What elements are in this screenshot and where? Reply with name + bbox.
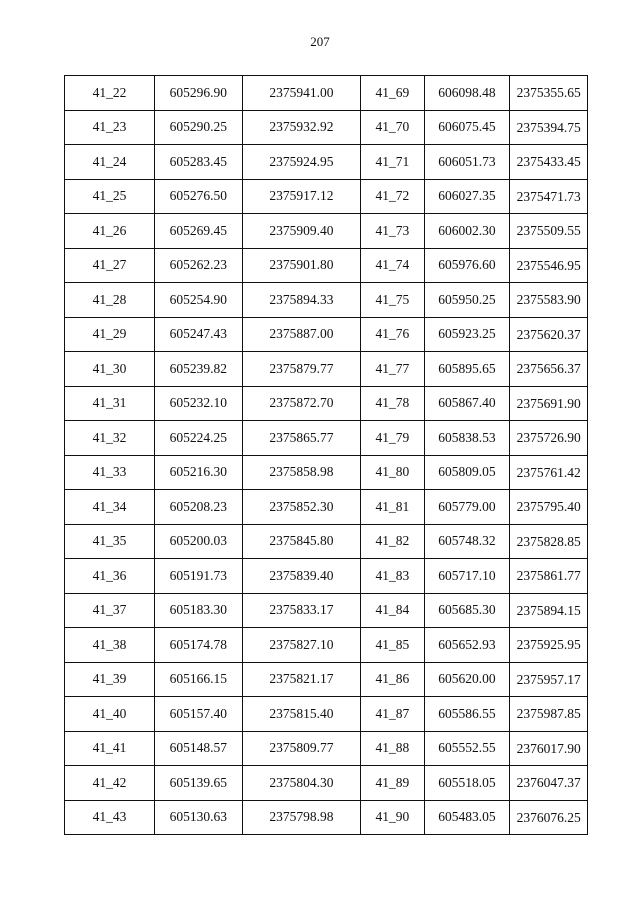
- table-cell-point-id: 41_26: [65, 214, 155, 249]
- table-row: [65, 628, 588, 663]
- table-cell-point-id: 41_43: [65, 800, 155, 835]
- table-cell-point-id: 41_24: [65, 145, 155, 180]
- table-cell-point-id: 41_39: [65, 662, 155, 697]
- table-cell-y-coordinate: 2376076.25: [510, 800, 588, 835]
- table-cell-x-coordinate: 605208.23: [154, 490, 242, 525]
- table-cell-point-id: 41_23: [65, 110, 155, 145]
- table-cell-y-coordinate: 2375691.90: [510, 386, 588, 421]
- table-row: [65, 697, 588, 732]
- table-cell-y-coordinate: 2375865.77: [242, 421, 360, 456]
- table-cell-x-coordinate: 605139.65: [154, 766, 242, 801]
- table-cell-point-id: 41_72: [361, 179, 424, 214]
- table-cell-y-coordinate: 2375821.17: [242, 662, 360, 697]
- table-cell-x-coordinate: 605518.05: [424, 766, 510, 801]
- table-cell-x-coordinate: 605174.78: [154, 628, 242, 663]
- table-cell-y-coordinate: 2375909.40: [242, 214, 360, 249]
- table-cell-y-coordinate: 2375932.92: [242, 110, 360, 145]
- table-row: [65, 766, 588, 801]
- table-cell-x-coordinate: 605867.40: [424, 386, 510, 421]
- table-cell-x-coordinate: 605779.00: [424, 490, 510, 525]
- table-cell-y-coordinate: 2375394.75: [510, 110, 588, 145]
- table-cell-point-id: 41_33: [65, 455, 155, 490]
- table-cell-x-coordinate: 605950.25: [424, 283, 510, 318]
- table-row: [65, 455, 588, 490]
- table-row: [65, 179, 588, 214]
- table-cell-point-id: 41_85: [361, 628, 424, 663]
- table-cell-point-id: 41_78: [361, 386, 424, 421]
- table-cell-point-id: 41_22: [65, 76, 155, 111]
- table-cell-x-coordinate: 605586.55: [424, 697, 510, 732]
- table-cell-x-coordinate: 605224.25: [154, 421, 242, 456]
- table-cell-y-coordinate: 2375924.95: [242, 145, 360, 180]
- table-cell-x-coordinate: 605620.00: [424, 662, 510, 697]
- table-cell-x-coordinate: 605652.93: [424, 628, 510, 663]
- table-cell-point-id: 41_88: [361, 731, 424, 766]
- table-cell-x-coordinate: 605247.43: [154, 317, 242, 352]
- table-cell-x-coordinate: 606075.45: [424, 110, 510, 145]
- table-cell-x-coordinate: 605191.73: [154, 559, 242, 594]
- table-cell-point-id: 41_36: [65, 559, 155, 594]
- table-row: [65, 386, 588, 421]
- table-cell-x-coordinate: 605130.63: [154, 800, 242, 835]
- table-cell-x-coordinate: 605232.10: [154, 386, 242, 421]
- table-cell-point-id: 41_89: [361, 766, 424, 801]
- table-cell-x-coordinate: 605269.45: [154, 214, 242, 249]
- table-cell-y-coordinate: 2375833.17: [242, 593, 360, 628]
- table-cell-x-coordinate: 605166.15: [154, 662, 242, 697]
- table-cell-y-coordinate: 2375546.95: [510, 248, 588, 283]
- table-cell-x-coordinate: 605483.05: [424, 800, 510, 835]
- table-row: [65, 662, 588, 697]
- table-cell-y-coordinate: 2375879.77: [242, 352, 360, 387]
- table-cell-point-id: 41_35: [65, 524, 155, 559]
- table-cell-point-id: 41_80: [361, 455, 424, 490]
- table-cell-y-coordinate: 2375809.77: [242, 731, 360, 766]
- coordinates-table: [64, 75, 588, 835]
- table-cell-point-id: 41_71: [361, 145, 424, 180]
- table-cell-y-coordinate: 2375433.45: [510, 145, 588, 180]
- table-cell-x-coordinate: 605200.03: [154, 524, 242, 559]
- table-cell-y-coordinate: 2375583.90: [510, 283, 588, 318]
- table-cell-x-coordinate: 605976.60: [424, 248, 510, 283]
- table-cell-point-id: 41_90: [361, 800, 424, 835]
- table-cell-x-coordinate: 605290.25: [154, 110, 242, 145]
- table-row: [65, 800, 588, 835]
- table-cell-point-id: 41_38: [65, 628, 155, 663]
- table-cell-y-coordinate: 2375355.65: [510, 76, 588, 111]
- table-cell-y-coordinate: 2375901.80: [242, 248, 360, 283]
- table-cell-y-coordinate: 2375815.40: [242, 697, 360, 732]
- table-cell-point-id: 41_70: [361, 110, 424, 145]
- table-cell-x-coordinate: 605157.40: [154, 697, 242, 732]
- table-cell-y-coordinate: 2375925.95: [510, 628, 588, 663]
- table-cell-point-id: 41_82: [361, 524, 424, 559]
- table-cell-point-id: 41_42: [65, 766, 155, 801]
- table-cell-y-coordinate: 2375861.77: [510, 559, 588, 594]
- table-row: [65, 248, 588, 283]
- table-row: [65, 283, 588, 318]
- table-cell-x-coordinate: 605148.57: [154, 731, 242, 766]
- table-cell-x-coordinate: 605216.30: [154, 455, 242, 490]
- table-cell-y-coordinate: 2375795.40: [510, 490, 588, 525]
- table-cell-y-coordinate: 2375894.15: [510, 593, 588, 628]
- table-cell-x-coordinate: 605283.45: [154, 145, 242, 180]
- table-cell-point-id: 41_76: [361, 317, 424, 352]
- table-cell-x-coordinate: 605552.55: [424, 731, 510, 766]
- table-cell-point-id: 41_40: [65, 697, 155, 732]
- table-cell-point-id: 41_32: [65, 421, 155, 456]
- table-cell-point-id: 41_83: [361, 559, 424, 594]
- table-cell-y-coordinate: 2375656.37: [510, 352, 588, 387]
- table-cell-point-id: 41_27: [65, 248, 155, 283]
- table-cell-x-coordinate: 605809.05: [424, 455, 510, 490]
- table-cell-y-coordinate: 2376047.37: [510, 766, 588, 801]
- table-row: [65, 559, 588, 594]
- table-cell-y-coordinate: 2375471.73: [510, 179, 588, 214]
- table-cell-x-coordinate: 606002.30: [424, 214, 510, 249]
- table-cell-x-coordinate: 605717.10: [424, 559, 510, 594]
- table-cell-y-coordinate: 2375798.98: [242, 800, 360, 835]
- table-row: [65, 490, 588, 525]
- table-cell-point-id: 41_30: [65, 352, 155, 387]
- table-cell-point-id: 41_86: [361, 662, 424, 697]
- table-cell-x-coordinate: 605262.23: [154, 248, 242, 283]
- table-cell-x-coordinate: 605895.65: [424, 352, 510, 387]
- table-row: [65, 214, 588, 249]
- table-cell-y-coordinate: 2375852.30: [242, 490, 360, 525]
- table-cell-y-coordinate: 2375509.55: [510, 214, 588, 249]
- table-cell-point-id: 41_87: [361, 697, 424, 732]
- table-row: [65, 352, 588, 387]
- table-cell-point-id: 41_75: [361, 283, 424, 318]
- coordinates-table-body: [65, 76, 588, 835]
- table-cell-y-coordinate: 2375845.80: [242, 524, 360, 559]
- table-row: [65, 317, 588, 352]
- table-cell-y-coordinate: 2375987.85: [510, 697, 588, 732]
- table-cell-y-coordinate: 2375941.00: [242, 76, 360, 111]
- table-cell-x-coordinate: 606051.73: [424, 145, 510, 180]
- table-cell-y-coordinate: 2375957.17: [510, 662, 588, 697]
- table-cell-x-coordinate: 605296.90: [154, 76, 242, 111]
- table-cell-point-id: 41_77: [361, 352, 424, 387]
- table-row: [65, 421, 588, 456]
- table-cell-y-coordinate: 2375761.42: [510, 455, 588, 490]
- table-cell-point-id: 41_37: [65, 593, 155, 628]
- table-cell-point-id: 41_28: [65, 283, 155, 318]
- table-row: [65, 731, 588, 766]
- table-cell-point-id: 41_41: [65, 731, 155, 766]
- table-cell-x-coordinate: 605276.50: [154, 179, 242, 214]
- table-cell-point-id: 41_79: [361, 421, 424, 456]
- table-row: [65, 593, 588, 628]
- table-cell-y-coordinate: 2375839.40: [242, 559, 360, 594]
- table-cell-x-coordinate: 605748.32: [424, 524, 510, 559]
- table-cell-y-coordinate: 2375827.10: [242, 628, 360, 663]
- table-cell-x-coordinate: 605239.82: [154, 352, 242, 387]
- table-cell-y-coordinate: 2375726.90: [510, 421, 588, 456]
- table-row: [65, 145, 588, 180]
- table-cell-point-id: 41_29: [65, 317, 155, 352]
- table-cell-point-id: 41_74: [361, 248, 424, 283]
- table-cell-x-coordinate: 606027.35: [424, 179, 510, 214]
- table-row: [65, 110, 588, 145]
- table-cell-x-coordinate: 605685.30: [424, 593, 510, 628]
- table-cell-point-id: 41_84: [361, 593, 424, 628]
- table-cell-y-coordinate: 2375917.12: [242, 179, 360, 214]
- table-cell-x-coordinate: 605254.90: [154, 283, 242, 318]
- table-row: [65, 524, 588, 559]
- table-cell-y-coordinate: 2375887.00: [242, 317, 360, 352]
- table-cell-y-coordinate: 2375858.98: [242, 455, 360, 490]
- page-number: 207: [310, 34, 330, 49]
- table-cell-point-id: 41_25: [65, 179, 155, 214]
- table-cell-x-coordinate: 605923.25: [424, 317, 510, 352]
- table-cell-y-coordinate: 2375894.33: [242, 283, 360, 318]
- table-cell-point-id: 41_81: [361, 490, 424, 525]
- table-cell-y-coordinate: 2375828.85: [510, 524, 588, 559]
- table-cell-point-id: 41_31: [65, 386, 155, 421]
- table-cell-y-coordinate: 2376017.90: [510, 731, 588, 766]
- table-cell-x-coordinate: 605183.30: [154, 593, 242, 628]
- table-cell-y-coordinate: 2375872.70: [242, 386, 360, 421]
- table-cell-x-coordinate: 606098.48: [424, 76, 510, 111]
- table-cell-y-coordinate: 2375620.37: [510, 317, 588, 352]
- table-cell-point-id: 41_69: [361, 76, 424, 111]
- table-row: [65, 76, 588, 111]
- table-cell-point-id: 41_73: [361, 214, 424, 249]
- table-cell-point-id: 41_34: [65, 490, 155, 525]
- table-cell-x-coordinate: 605838.53: [424, 421, 510, 456]
- table-cell-y-coordinate: 2375804.30: [242, 766, 360, 801]
